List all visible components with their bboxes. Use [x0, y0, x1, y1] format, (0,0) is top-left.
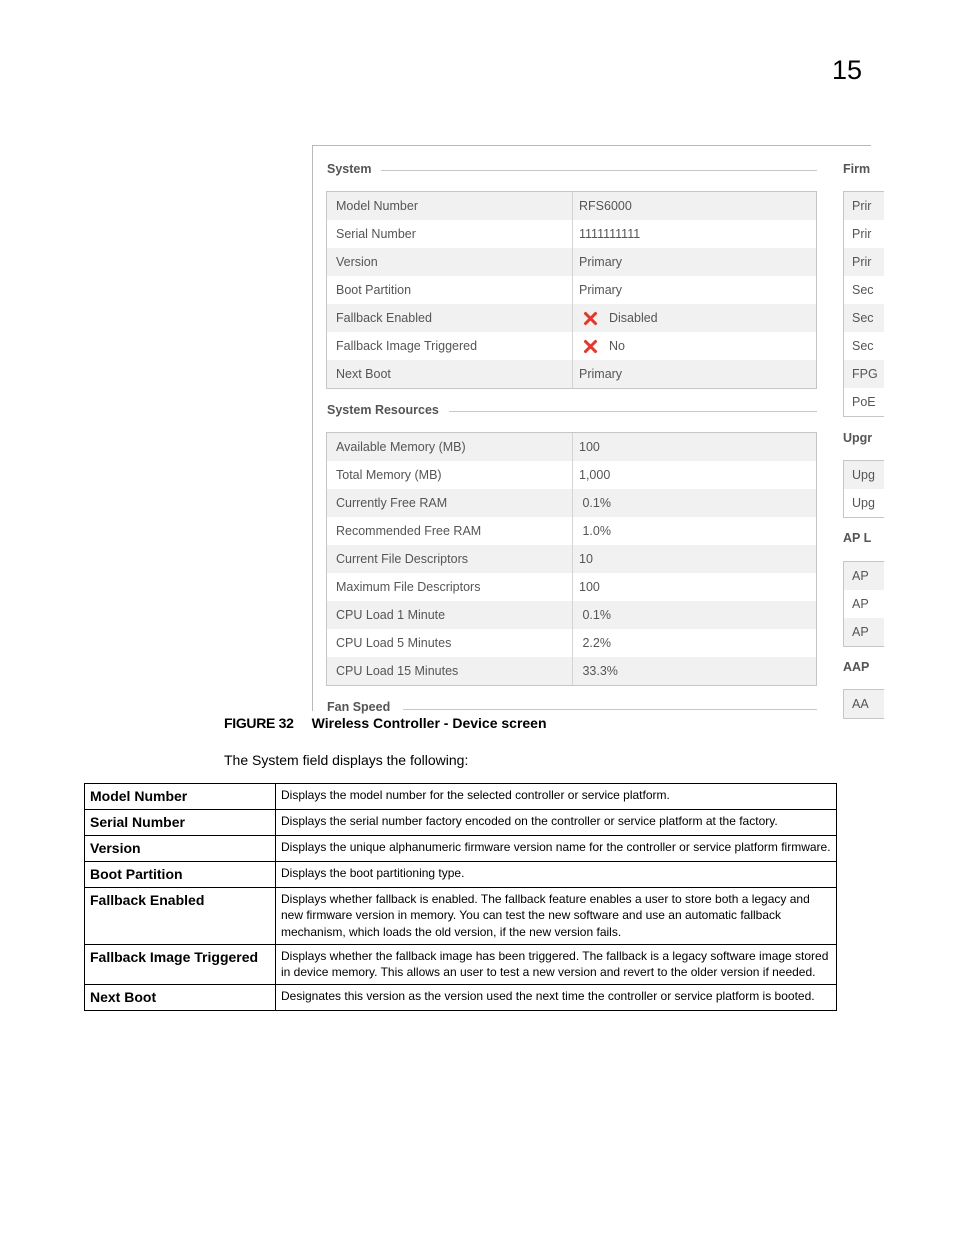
resources-row-label: Current File Descriptors [327, 545, 573, 573]
table-description: Displays the boot partitioning type. [276, 862, 837, 888]
firmware-row: PoE [852, 395, 876, 409]
resources-row-label: CPU Load 15 Minutes [327, 657, 573, 685]
table-row [85, 810, 837, 836]
upgrade-row: Upg [844, 461, 884, 489]
table-description: Designates this version as the version used the next time the controller or service platform is booted. [276, 985, 837, 1011]
table-term: Model Number [85, 784, 276, 810]
system-row [327, 220, 816, 248]
system-section-title: System [327, 162, 379, 176]
resources-row-value: 100 [579, 440, 600, 454]
system-row [327, 304, 816, 332]
intro-text [224, 752, 468, 768]
firmware-row: Prir [844, 192, 884, 220]
figure-caption [224, 715, 547, 731]
system-row [327, 360, 816, 388]
system-row-value [573, 192, 632, 220]
table-row [85, 944, 837, 985]
firmware-row: Prir [844, 248, 884, 276]
system-section-rule [381, 170, 817, 171]
system-row-label: Version [327, 248, 573, 276]
resources-row-label: Total Memory (MB) [327, 461, 573, 489]
resources-row [327, 545, 816, 573]
system-row [327, 276, 816, 304]
resources-row [327, 629, 816, 657]
system-row-label: Serial Number [327, 220, 573, 248]
firmware-row: Sec [852, 339, 874, 353]
system-row [327, 192, 816, 220]
resources-row-label: Available Memory (MB) [327, 433, 573, 461]
resources-row-value: 10 [579, 552, 593, 566]
aap-row: AA [844, 690, 884, 718]
fan-section-rule [403, 709, 817, 710]
firmware-grid [843, 191, 884, 417]
system-row-value-text: 1111111111 [579, 227, 641, 241]
fan-section-title: Fan Speed [327, 700, 398, 714]
system-row-label: Fallback Image Triggered [327, 332, 573, 360]
resources-row-label: Currently Free RAM [327, 489, 573, 517]
firmware-row: Prir [852, 227, 872, 241]
upgrade-section-title: Upgr [843, 431, 873, 445]
resources-row-value: 0.1% [579, 608, 611, 622]
device-screen-figure [312, 145, 878, 714]
ap-row: AP [844, 618, 884, 646]
system-row-value [573, 332, 625, 360]
table-row [85, 985, 837, 1011]
firmware-row: Sec [852, 283, 874, 297]
page-number: 15 [832, 55, 863, 85]
system-row-value-text: Primary [579, 255, 623, 269]
firmware-section-title: Firm [843, 162, 871, 176]
resources-section-rule [449, 411, 817, 412]
table-description: Displays the serial number factory encoded on the controller or service platform at the factory. [276, 810, 837, 836]
table-description: Displays whether fallback is enabled. The fallback feature enables a user to store both a legacy and new firmware version in memory. You can test the new software and use an automatic fallback mechanism, which loads the old version, if the new version fails. [276, 888, 837, 945]
system-row-value-text: Disabled [609, 311, 658, 325]
system-row [327, 248, 816, 276]
ap-section-title: AP L [843, 531, 872, 545]
system-row-value-text: Primary [579, 283, 623, 297]
table-description: Displays the model number for the selected controller or service platform. [276, 784, 837, 810]
intro-field: System [252, 752, 299, 768]
system-row-value-text: No [609, 339, 625, 353]
resources-row [327, 573, 816, 601]
system-row-label: Fallback Enabled [327, 304, 573, 332]
aap-grid [843, 689, 884, 719]
table-description: Displays the unique alphanumeric firmware version name for the controller or service platform firmware. [276, 836, 837, 862]
resources-row-value: 1.0% [579, 524, 611, 538]
system-row-value-text: RFS6000 [579, 199, 632, 213]
resources-row [327, 433, 816, 461]
system-row-label: Next Boot [327, 360, 573, 388]
table-term: Fallback Enabled [85, 888, 276, 945]
system-row-value [573, 360, 622, 388]
intro-before: The [224, 752, 253, 768]
resources-row-label: Maximum File Descriptors [327, 573, 573, 601]
system-row-value-text: Primary [579, 367, 623, 381]
table-row [85, 862, 837, 888]
ap-grid [843, 561, 884, 647]
x-icon [583, 311, 597, 325]
aap-section-title: AAP [843, 660, 870, 674]
table-row [85, 888, 837, 945]
system-row-value [573, 276, 622, 304]
figure-title: Wireless Controller - Device screen [311, 715, 547, 731]
resources-row-value: 33.3% [579, 664, 618, 678]
resources-row-value: 1,000 [579, 468, 611, 482]
ap-row: AP [844, 562, 884, 590]
system-row-value [573, 220, 640, 248]
system-row-label: Model Number [327, 192, 573, 220]
resources-row-value: 2.2% [579, 636, 611, 650]
system-grid [326, 191, 817, 389]
figure-label: FIGURE 32 [224, 715, 294, 731]
resources-row [327, 461, 816, 489]
resources-row [327, 601, 816, 629]
resources-row-value: 100 [579, 580, 600, 594]
resources-row-label: CPU Load 5 Minutes [327, 629, 573, 657]
table-row [85, 836, 837, 862]
upgrade-row: Upg [852, 496, 875, 510]
resources-row [327, 489, 816, 517]
system-row [327, 332, 816, 360]
resources-section-title: System Resources [327, 403, 447, 417]
firmware-row: FPG [844, 360, 884, 388]
upgrade-grid [843, 460, 884, 518]
resources-row-value: 0.1% [579, 496, 611, 510]
resources-row-label: Recommended Free RAM [327, 517, 573, 545]
table-term: Next Boot [85, 985, 276, 1011]
system-row-value [573, 304, 658, 332]
system-field-table [84, 783, 837, 1011]
table-row [85, 784, 837, 810]
table-term: Version [85, 836, 276, 862]
ap-row: AP [852, 597, 869, 611]
table-term: Fallback Image Triggered [85, 944, 276, 985]
resources-row [327, 517, 816, 545]
table-description: Displays whether the fallback image has been triggered. The fallback is a legacy software image stored in device memory. This allows an user to test a new version and revert to the older version if needed. [276, 944, 837, 985]
resources-row [327, 657, 816, 685]
resources-grid [326, 432, 817, 686]
system-row-label: Boot Partition [327, 276, 573, 304]
x-icon [583, 339, 597, 353]
firmware-row: Sec [844, 304, 884, 332]
table-term: Boot Partition [85, 862, 276, 888]
resources-row-label: CPU Load 1 Minute [327, 601, 573, 629]
table-term: Serial Number [85, 810, 276, 836]
intro-after: field displays the following: [298, 752, 469, 768]
system-row-value [573, 248, 622, 276]
